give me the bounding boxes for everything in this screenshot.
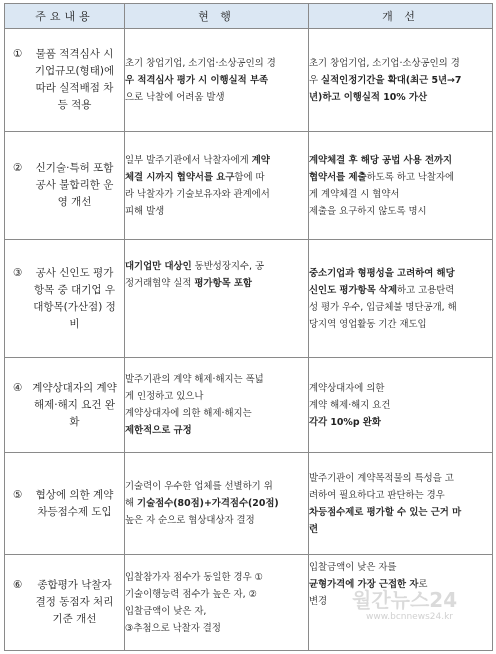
improved-text [309, 380, 492, 431]
bold-segment: 협약서를 제출 [309, 171, 367, 183]
text-line [125, 586, 308, 603]
current-cell [125, 358, 309, 453]
text-segment: 발주기관이 계약목적물의 특성을 고 [309, 472, 454, 484]
text-segment: 해 [125, 498, 138, 509]
table-row [5, 358, 493, 453]
item-number: ② [13, 162, 23, 174]
text-line [125, 620, 308, 637]
text-line [125, 275, 308, 292]
text-segment: 하고 고용탄력 [397, 284, 455, 296]
text-segment: 피해 발생 [125, 205, 165, 217]
text-segment: 높은 자 순으로 협상대상자 결정 [125, 515, 255, 526]
text-line [309, 397, 492, 414]
table-row [5, 555, 493, 651]
text-line [309, 169, 492, 186]
item-title: 계약상대자의 계약 해제·해지 요건 완화 [32, 381, 117, 428]
item-cell [5, 29, 125, 132]
text-segment: 초기 창업기업, 소기업·소상공인의 경 [125, 57, 276, 69]
text-segment: 성 평가 우수, 입금체불 명단공개, 해 [309, 301, 457, 313]
text-segment: 발주기관의 계약 해제·해지는 폭넓 [125, 374, 264, 385]
improved-text [309, 55, 492, 106]
improved-cell [309, 132, 493, 240]
text-line [125, 152, 308, 169]
bold-segment: 계약체결 후 해당 공법 사용 전까지 [309, 154, 453, 166]
item-cell [5, 132, 125, 240]
text-line [309, 521, 492, 538]
text-line [125, 258, 308, 275]
text-line [125, 388, 308, 405]
header-main-content: 주요내용 [5, 4, 125, 29]
text-segment: 기술이행능력 점수가 높은 자, ② [125, 588, 257, 600]
text-line [125, 603, 308, 620]
text-line [309, 380, 492, 397]
current-text [125, 152, 308, 220]
item-title: 물품 적격심사 시 기업규모(형태)에 따라 실적배점 차등 적용 [34, 48, 115, 111]
text-line [125, 422, 308, 439]
item-cell [5, 240, 125, 358]
text-line [125, 203, 308, 220]
bold-segment: 체결 시까지 협약서를 요구 [125, 171, 235, 183]
text-line [309, 72, 492, 89]
text-line [309, 55, 492, 72]
header-current: 현 행 [125, 4, 309, 29]
item-cell [5, 555, 125, 651]
text-segment: 려하여 필요하다고 판단하는 경우 [309, 489, 445, 501]
text-segment: 계약상대자에 의한 [309, 382, 385, 394]
text-segment: 제출을 요구하지 않도록 명시 [309, 205, 427, 217]
text-line [125, 55, 308, 72]
text-segment: 일부 발주기관에서 낙찰자에게 [125, 154, 252, 166]
text-line [309, 282, 492, 299]
text-line [309, 203, 492, 220]
text-line [125, 512, 308, 529]
text-segment: 정거래협약 실적 [125, 278, 195, 289]
current-cell [125, 132, 309, 240]
text-segment: 라 낙찰자가 기술보유자와 관계에서 [125, 188, 270, 200]
text-line [309, 89, 492, 106]
bold-segment: 차등점수제로 평가할 수 있는 근거 마 [309, 506, 462, 518]
item-title: 공사 신인도 평가 항목 중 대기업 우대항목(가산점) 정비 [33, 266, 116, 330]
text-line [125, 169, 308, 186]
text-segment: 당지역 영업활동 기간 재도입 [309, 318, 427, 330]
current-text [125, 55, 308, 106]
text-line [125, 495, 308, 512]
improved-cell [309, 240, 493, 358]
comparison-table [4, 3, 493, 651]
text-segment: 동반성장지수, 공 [191, 261, 265, 272]
bold-segment: 균형가격에 가장 근접한 자 [309, 579, 419, 590]
text-line [309, 299, 492, 316]
text-segment: 입찰참가자 점수가 동일한 경우 ① [125, 571, 264, 583]
header-improvement: 개 선 [309, 4, 493, 29]
text-line [309, 470, 492, 487]
text-line [309, 593, 492, 610]
item-number: ① [13, 48, 23, 60]
current-text [125, 478, 308, 529]
item-title: 종합평가 낙찰자 결정 동점자 처리 기준 개선 [35, 579, 114, 625]
current-text [125, 371, 308, 439]
text-line [309, 265, 492, 282]
text-segment: 게 계약체결 시 협약서 [309, 188, 400, 200]
current-text [125, 258, 308, 292]
improved-text [309, 559, 492, 610]
text-line [125, 186, 308, 203]
text-segment: 로 [418, 579, 428, 590]
bold-segment: 계약 [251, 154, 270, 166]
text-segment: 기술력이 우수한 업체를 선별하기 위 [125, 481, 273, 492]
text-line [125, 478, 308, 495]
text-segment: 으로 낙찰에 어려움 발생 [125, 91, 225, 103]
current-cell [125, 240, 309, 358]
text-segment: 하도록 하고 낙찰자에 [366, 171, 455, 183]
item-title: 신기술·특허 포함 공사 불합리한 운영 개선 [35, 162, 114, 208]
text-line [309, 152, 492, 169]
text-segment: 초기 창업기업, 소기업·소상공인의 경 [309, 57, 460, 69]
item-number: ⑤ [13, 488, 23, 501]
table-row [5, 29, 493, 132]
text-line [309, 414, 492, 431]
bold-segment: 평가항목 포함 [194, 278, 252, 289]
improved-text [309, 265, 492, 333]
item-number: ③ [13, 266, 23, 279]
current-cell [125, 555, 309, 651]
text-segment: 입찰금액이 낮은 자를 [309, 562, 397, 573]
text-line [125, 72, 308, 89]
text-line [309, 576, 492, 593]
text-line [125, 405, 308, 422]
text-segment: 입찰금액이 낮은 자, [125, 605, 207, 617]
text-line [309, 186, 492, 203]
improved-text [309, 152, 492, 220]
current-cell [125, 29, 309, 132]
text-line [309, 487, 492, 504]
improved-cell [309, 358, 493, 453]
text-line [309, 504, 492, 521]
text-line [309, 316, 492, 333]
text-segment: 계약상대자에 의한 해제·해지는 [125, 408, 252, 419]
text-segment: 우 [309, 74, 322, 86]
bold-segment: 대기업만 대상인 [125, 261, 192, 272]
text-line [125, 371, 308, 388]
text-segment: 함에 따 [234, 171, 265, 183]
text-segment: 계약 해제·해지 요건 [309, 399, 391, 411]
watermark-text: 월간뉴스24 [352, 588, 458, 612]
text-segment: ③추첨으로 낙찰자 결정 [125, 622, 221, 634]
bold-segment: 련 [309, 523, 319, 535]
item-cell [5, 358, 125, 453]
text-line [309, 559, 492, 576]
text-line [125, 569, 308, 586]
table-row [5, 240, 493, 358]
item-number: ④ [13, 381, 23, 394]
improved-text [309, 470, 492, 538]
bold-segment: 실적인정기간을 확대(최근 5년→7 [321, 74, 462, 86]
improved-cell [309, 555, 493, 651]
table-row [5, 453, 493, 555]
header-row [5, 4, 493, 29]
table-row [5, 132, 493, 240]
current-cell [125, 453, 309, 555]
item-cell [5, 453, 125, 555]
bold-segment: 기술점수(80점)+가격점수(20점) [137, 498, 279, 509]
bold-segment: 년)하고 이행실적 10% 가산 [309, 91, 428, 103]
bold-segment: 우 적격심사 평가 시 이행실적 부족 [125, 74, 269, 86]
improved-cell [309, 29, 493, 132]
bold-segment: 제한적으로 규정 [125, 425, 192, 436]
bold-segment: 각각 10%p 완화 [309, 416, 381, 428]
bold-segment: 중소기업과 형평성을 고려하여 해당 [309, 267, 455, 279]
watermark-url: www.bcnnews24.kr [366, 612, 453, 622]
improved-cell [309, 453, 493, 555]
text-segment: 게 인정하고 있으나 [125, 391, 204, 402]
text-line [125, 89, 308, 106]
item-title: 협상에 의한 계약 차등점수제 도입 [35, 488, 114, 518]
current-text [125, 569, 308, 637]
text-segment: 변경 [309, 596, 328, 607]
bold-segment: 신인도 평가항목 삭제 [309, 284, 398, 296]
item-number: ⑥ [13, 579, 23, 591]
